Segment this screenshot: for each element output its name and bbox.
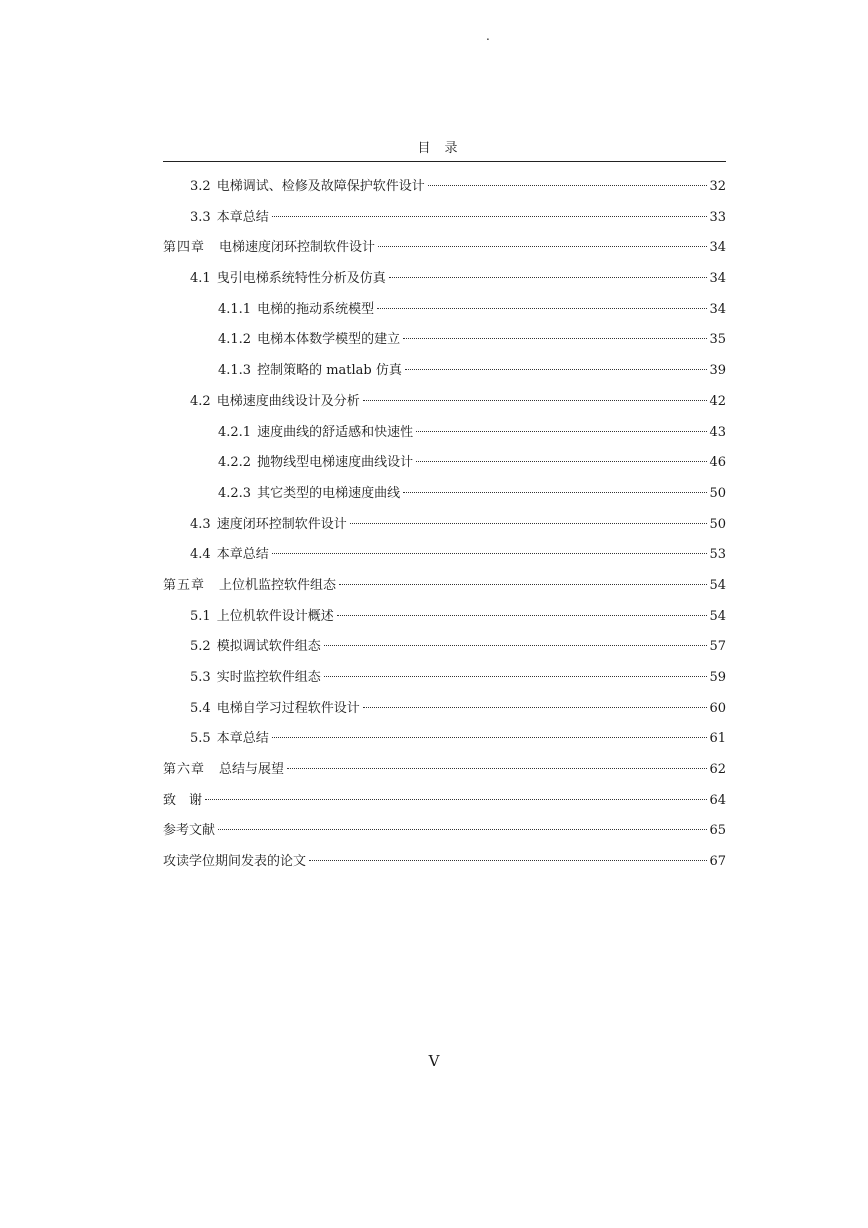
toc-entry-number: 4.1.2 xyxy=(218,332,252,348)
toc-entry-number: 5.3 xyxy=(190,670,211,685)
toc-entry-title: 模拟调试软件组态 xyxy=(216,639,321,655)
toc-entry-page: 60 xyxy=(709,700,726,716)
toc-entry-title: 曳引电梯系统特性分析及仿真 xyxy=(216,271,386,287)
toc-leader-dots xyxy=(403,338,707,339)
toc-entry-title: 速度闭环控制软件设计 xyxy=(216,516,347,532)
toc-entry-page: 61 xyxy=(709,731,726,747)
toc-leader-dots xyxy=(378,246,707,247)
toc-entry-page: 33 xyxy=(709,209,726,225)
toc-entry-page: 42 xyxy=(709,393,726,409)
toc-leader-dots xyxy=(309,860,707,861)
toc-entry[interactable] xyxy=(163,663,726,694)
toc-entry-number: 4.1 xyxy=(190,271,211,287)
toc-entry-page: 57 xyxy=(709,639,726,655)
toc-entry-page: 34 xyxy=(709,271,726,287)
toc-entry-number: 5.4 xyxy=(190,700,211,716)
toc-entry-page: 34 xyxy=(709,240,726,256)
toc-entry-title: 电梯的拖动系统模型 xyxy=(257,301,375,317)
toc-leader-dots xyxy=(389,277,708,278)
toc-entry-page: 62 xyxy=(709,762,726,778)
toc-entry-page: 54 xyxy=(709,608,726,624)
toc-leader-dots xyxy=(363,400,708,401)
toc-entry[interactable] xyxy=(163,786,726,817)
toc-entry-title: 电梯速度曲线设计及分析 xyxy=(216,393,360,409)
toc-entry-title: 抛物线型电梯速度曲线设计 xyxy=(257,455,414,471)
toc-entry[interactable] xyxy=(163,816,726,847)
toc-entry-title: 电梯自学习过程软件设计 xyxy=(216,700,360,716)
toc-entry[interactable] xyxy=(163,172,726,203)
toc-entry-number: 4.1.1 xyxy=(218,301,252,317)
toc-leader-dots xyxy=(324,676,708,677)
toc-entry-title: 参考文献 xyxy=(163,823,216,839)
toc-entry-title: 本章总结 xyxy=(216,209,269,225)
toc-entry-title: 实时监控软件组态 xyxy=(216,670,321,685)
toc-leader-dots xyxy=(416,431,707,432)
toc-entry-number: 3.3 xyxy=(190,209,211,225)
toc-leader-dots xyxy=(324,645,708,646)
toc-entry-title: 电梯速度闭环控制软件设计 xyxy=(219,240,376,256)
toc-entry[interactable] xyxy=(163,847,726,878)
toc-entry[interactable] xyxy=(163,694,726,725)
toc-entry[interactable] xyxy=(163,602,726,633)
toc-entry[interactable] xyxy=(163,510,726,541)
toc-entry-page: 64 xyxy=(709,792,726,808)
table-of-contents xyxy=(163,172,726,878)
toc-entry-title: 上位机软件设计概述 xyxy=(216,608,334,624)
toc-entry[interactable] xyxy=(163,325,726,356)
toc-entry-page: 50 xyxy=(709,516,726,532)
toc-entry-page: 35 xyxy=(709,332,726,348)
toc-leader-dots xyxy=(339,584,707,585)
toc-entry-number: 5.5 xyxy=(190,731,211,747)
toc-entry-number: 4.4 xyxy=(190,547,211,563)
toc-leader-dots xyxy=(350,523,708,524)
toc-entry-number: 4.2.2 xyxy=(218,455,252,471)
toc-entry[interactable] xyxy=(163,295,726,326)
toc-leader-dots xyxy=(416,461,707,462)
toc-leader-dots xyxy=(363,707,708,708)
toc-leader-dots xyxy=(218,829,707,830)
toc-entry[interactable] xyxy=(163,479,726,510)
toc-entry-page: 50 xyxy=(709,485,726,501)
toc-leader-dots xyxy=(287,768,707,769)
toc-entry[interactable] xyxy=(163,356,726,387)
toc-entry[interactable] xyxy=(163,448,726,479)
toc-entry-title: 总结与展望 xyxy=(219,762,285,778)
toc-leader-dots xyxy=(377,308,707,309)
toc-entry-page: 39 xyxy=(709,363,726,379)
toc-entry-title: 攻读学位期间发表的论文 xyxy=(163,854,307,870)
toc-leader-dots xyxy=(428,185,708,186)
toc-leader-dots xyxy=(272,216,708,217)
toc-entry[interactable] xyxy=(163,264,726,295)
toc-entry-title: 速度曲线的舒适感和快速性 xyxy=(257,424,414,440)
toc-entry-page: 32 xyxy=(709,179,726,194)
toc-entry[interactable] xyxy=(163,418,726,449)
toc-entry-title: 致 谢 xyxy=(163,792,203,808)
toc-leader-dots xyxy=(205,799,707,800)
toc-entry-title: 控制策略的 matlab 仿真 xyxy=(257,363,402,379)
toc-entry-number: 4.1.3 xyxy=(218,363,252,379)
toc-entry-title: 本章总结 xyxy=(216,547,269,563)
toc-entry-number: 4.2.1 xyxy=(218,424,252,440)
toc-entry-page: 53 xyxy=(709,547,726,563)
toc-leader-dots xyxy=(272,553,708,554)
toc-entry[interactable] xyxy=(163,387,726,418)
toc-entry[interactable] xyxy=(163,233,726,264)
page-title: 目录 xyxy=(417,141,472,156)
toc-entry-number: 第五章 xyxy=(163,577,206,593)
toc-entry-number: 第四章 xyxy=(163,240,206,256)
toc-entry[interactable] xyxy=(163,203,726,234)
toc-entry-number: 5.2 xyxy=(190,639,211,655)
toc-leader-dots xyxy=(337,615,708,616)
toc-entry-page: 65 xyxy=(709,823,726,839)
toc-entry-page: 59 xyxy=(709,670,726,685)
toc-entry-title: 电梯本体数学模型的建立 xyxy=(257,332,401,348)
toc-header xyxy=(163,140,726,164)
toc-leader-dots xyxy=(405,369,708,370)
toc-entry-page: 34 xyxy=(709,301,726,317)
toc-entry-number: 第六章 xyxy=(163,762,206,778)
toc-entry-title: 本章总结 xyxy=(216,731,269,747)
page-number: V xyxy=(428,1052,440,1070)
top-mark: . xyxy=(486,29,490,43)
toc-entry-title: 上位机监控软件组态 xyxy=(219,577,337,593)
toc-entry[interactable] xyxy=(163,724,726,755)
toc-entry-number: 5.1 xyxy=(190,608,211,624)
toc-entry-number: 4.3 xyxy=(190,516,211,532)
toc-entry-title: 其它类型的电梯速度曲线 xyxy=(257,485,401,501)
toc-entry[interactable] xyxy=(163,540,726,571)
toc-entry-page: 54 xyxy=(709,577,726,593)
toc-leader-dots xyxy=(403,492,707,493)
toc-entry[interactable] xyxy=(163,571,726,602)
toc-entry-number: 4.2.3 xyxy=(218,485,252,501)
toc-entry-page: 46 xyxy=(709,455,726,471)
header-rule xyxy=(163,161,726,162)
toc-entry[interactable] xyxy=(163,632,726,663)
toc-entry-page: 67 xyxy=(709,854,726,870)
toc-entry-page: 43 xyxy=(709,424,726,440)
toc-entry-title: 电梯调试、检修及故障保护软件设计 xyxy=(216,179,425,194)
toc-leader-dots xyxy=(272,737,708,738)
toc-entry-number: 4.2 xyxy=(190,393,211,409)
toc-entry-number: 3.2 xyxy=(190,179,211,194)
toc-entry[interactable] xyxy=(163,755,726,786)
